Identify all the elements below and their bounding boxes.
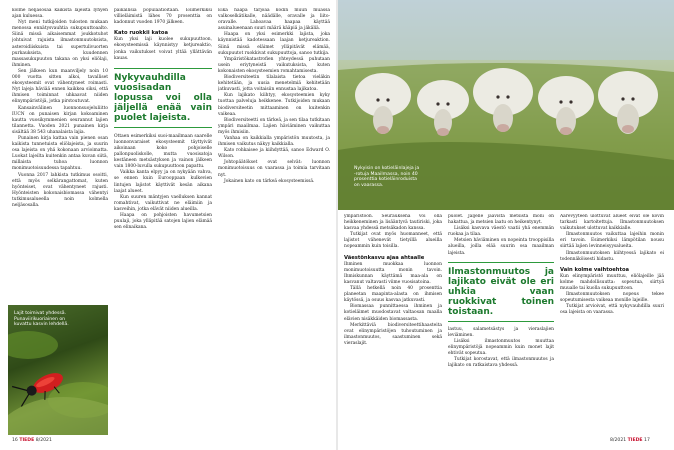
paragraph: Ihminen muokkaa luonnon monimuotoisuutta monin tavoin. Ihmiskunnan käyttämä maa-ala on kasvanut valtavasti viime vuosisatoina.	[344, 261, 442, 285]
right-footer	[610, 438, 650, 443]
paragraph: ympäristöön. Seurauksena voi olla heikkeneminen ja lisääntyvä tautiriski, joka kasvaa yhdessä metsäkadon kanssa.	[344, 214, 442, 232]
right-pull-quote: Ilmastonmuutos ja lajikato eivät ole eri uhkia vaan ruokkivat toinen toistaan.	[448, 266, 554, 317]
paragraph: Eikä haapa tarjoaa kodin muun muassa valkoselkätikalle, näädälle, oravalle ja liito-oravalle. Lahoavaa haapaa käyttää asuinalueenaan suuri määrä kääpiä ja jäkäliä.	[218, 8, 330, 32]
paragraph: paikallisia populaatioitaan. Esimerkiksi villieläimistä lähes 70 prosenttia on kadonnut vuoden 1970 jälkeen.	[114, 8, 212, 26]
right-col2-text-top	[448, 214, 554, 257]
paragraph: Äärevyyteen ulottuvat alueet eivät ole kovin tarkasti kartoitettuja. Ilmastonmuutoksen vaikutukset ulottuvat kaikkialle.	[560, 214, 664, 232]
beetle-caption: Lajit toimivat yhdessä. Punaviirikuoriainen on kuvattu kasvin lehdellä.	[14, 311, 69, 328]
right-pull-quote-box	[448, 262, 554, 322]
left-col3-text	[218, 8, 330, 185]
left-col2-text-bottom	[114, 134, 212, 232]
left-page-number: 16	[12, 438, 18, 443]
cattle-caption: Nykyisin on kotieläinlajeja ja -rotuja Maailmassa, noin 40 prosenttia kotieläinroduista on vaarassa.	[354, 166, 420, 188]
left-col2-text-mid	[114, 37, 212, 61]
paragraph: Vaikka kanta elpyy ja on nykyään vahva, se ennen kuin Eurooppaan kulkevien lintujen lajistot käyttivät kesän aikana laajat alueet.	[114, 170, 212, 194]
paragraph: Haapa on yksi esimerkki lajista, joka käynnistää kadotessaan laajan ketjureaktion. Siinä missä eläimet ylläpitävät elämää, sukupuutot ruokkivat sukupuuttoja, sanoo tutkija.	[218, 32, 330, 56]
paragraph: Kun elinympäristö muuttuu, eliölajeille jää kolme mahdollisuutta: sopeutua, siirtyä muualle tai kuolla sukupuuttoon.	[560, 273, 664, 292]
paragraph: Kato rohkaisee ja kiihdyttää, sanoo Edward O. Wilson.	[218, 148, 330, 160]
right-col2-text-bottom	[448, 327, 554, 370]
pull-quote-rule-bottom	[114, 127, 212, 128]
right-col1-text-bottom	[344, 262, 442, 347]
left-pull-quote-box	[114, 68, 212, 128]
right-column-1	[344, 214, 442, 438]
paragraph: lastuu, salametsästys ja vieraslajien leviäminen.	[448, 326, 554, 338]
right-magazine-name: TIEDE	[627, 438, 643, 443]
right-col1-text-top	[344, 214, 442, 251]
paragraph: Metsien häviäminen on nopeinta trooppisilla alueilla, joilla elää suurin osa maailman lajeista.	[448, 238, 554, 256]
paragraph: Kansainvälinen luonnonsuojeluliitto IUCN on punaisen kirjan kokoaminen kautta vuosikymmenien seurannut lajien tilannetta. Vuoden 2021 punainen kirja sisältää 38 543 uhanalaista lajia.	[12, 105, 108, 135]
section-heading-kato: Kato ruokkii katoa	[114, 30, 168, 37]
cattle-photo	[338, 0, 674, 210]
paragraph: Tutkijat ovat myös huomanneet, että lajistot vähenevät tietyillä alueilla nopeammin kuin toisilla.	[344, 232, 442, 250]
paragraph: Lisäksi ilmastonmuutos muuttaa elinympäristöjä nopeammin kuin monet lajit ehtivät sopeutua.	[448, 338, 554, 357]
right-col3-text-bottom	[560, 274, 664, 317]
right-column-2	[448, 214, 554, 438]
left-col2-text-top	[114, 8, 212, 26]
section-heading-vaestonkasvu: Väestönkasvu ajaa ahtaalle	[344, 254, 425, 261]
paragraph: Vuonna 2017 lahkista tutkimus osoitti, että myös selkärangattomat, kuten hyönteiset, ovat vähentyneet rajusti. Hyönteisten kokonaisbiomassa vähentyi tutkimusalueella noin kolmella neljäsosalla.	[12, 172, 108, 208]
left-footer	[12, 438, 52, 443]
left-issue: 8/2021	[35, 438, 52, 443]
left-column-3	[218, 8, 330, 438]
right-col3-text-top	[560, 214, 664, 263]
beetle-photo	[8, 305, 108, 435]
right-pull-quote-rule-bottom	[448, 321, 554, 322]
paragraph: Merkittäviä biodiversiteettihaasteita ovat elinympäristöjen tuhoutuminen ja ilmastonmuutos, saastuminen sekä vieraslajit.	[344, 322, 442, 346]
paragraph: Ottaen esimerkiksi suoi-maailmaan saarelle luonnonvaraiset ekosysteemit täyttyivät aikoinaan koko pohjoiselle pallonpuoliskolle, mutta vuosisatoja kestäneen metsästyksen ja vainon jälkeen vain 1800-luvulla sukupuuttoon papattu.	[114, 133, 212, 170]
paragraph: Biodiversiteetin tilalaista tietoa vieläkin kehitetään, ja uusia menetelmiä kehitetään jatkuvasti, jotta voitaisiin ennustaa lajikatoa.	[218, 75, 330, 93]
right-issue: 8/2021	[610, 438, 627, 443]
pull-quote-rule	[114, 68, 212, 69]
paragraph: Punainen kirja kattaa vain pienen osan kaikista tunnetuista eliölajeista, ja suurin osa lajeista on yhä kokonaan arvioimatta. Luokat lajeilta kuitenkin antaa kuvan siitä, millaista tuhoa luonnon monimuotoisuudessa tapahtuu.	[12, 135, 108, 172]
section-heading-vaihtoehdot: Vain kolme vaihtoehtoa	[560, 266, 630, 273]
paragraph: Biomassaa punnittaessa ihminen ja kotieläimet muodostavat valtaosan maalla elävien nisäkkäiden biomassasta.	[344, 304, 442, 322]
paragraph: Lisäksi kasvava väestö vaatii yhä enemmän ruokaa ja tilaa.	[448, 226, 554, 238]
paragraph: puolet. Jäljelle jäävistä metsistä moni on hakattua, ja metsien laatu on heikentynyt.	[448, 214, 554, 226]
left-column-1	[12, 8, 108, 308]
paragraph: Kun lajikato kiihtyy, ekosysteemien kyky tuottaa palveluja heikkenee. Tutkijoiden mukaan biodiversiteetin mittaaminen on kuitenkin vaikeaa.	[218, 93, 330, 117]
paragraph: Tutkijat arvioivat, että nykyvauhdilla suuri osa lajeista on vaarassa.	[560, 304, 664, 316]
paragraph: Nyt meni tutkijoiden tulosten mukaan menossa ennätysvauhtia sukupuuttoaalto. Siinä missä aikaisemmat joukkotuhot johtuivat rajuista ilmastonmuutoksista, asteroidiiskuista tai supertulivuorten purkauksista, kuudennen massasukupuuton takana on yksi eliölaji, ihminen.	[12, 20, 108, 68]
paragraph: Kun yksi laji kuolee sukupuuttoon, ekosysteemissä käynnistyy ketjureaktio, jonka vaikutukset voivat yltää yllättävän kauas.	[114, 37, 212, 61]
left-pull-quote: Nykyvauhdilla vuosisadan lopussa voi olla jäljellä enää vain puolet lajeista.	[114, 72, 212, 123]
paragraph: Ilmastonmuutos vaikuttaa lajeihin monin eri tavoin. Esimerkiksi lämpötilan nousu siirtää lajien levinneisyysalueita.	[560, 232, 664, 250]
left-col1-text	[12, 8, 108, 209]
paragraph: Johtopäätökset ovat selvät: luonnon monimuotoisuus on vaarassa ja toimia tarvitaan nyt.	[218, 160, 330, 178]
left-magazine-name: TIEDE	[19, 438, 35, 443]
paragraph: Ilmastonmuutoksen kiihtyessä lajikato ei todennäköisesti hidastu.	[560, 250, 664, 262]
paragraph: Jokainen kato on tärkeä ekosysteemissä.	[224, 178, 315, 184]
paragraph: kolme neljäsosaa kaikista lajeista lyhyen ajan kuluessa.	[12, 8, 108, 20]
left-column-2	[114, 8, 212, 438]
paragraph: Haapa on pohjoisten havumetsien puulaji, joka ylläpitää satojen lajien elämää sen elinaikana.	[114, 212, 212, 231]
right-page-number: 17	[644, 438, 650, 443]
paragraph: Sen jälkeen kun maanviljely noin 10 000 vuotta sitten alkoi, tavalliset ekosysteemit ovat vähentyneet roimasti. Nyt lajeja häviää ennen kaikkea siksi, että ihmisen toiminnat uhkaavat niiden elinympäristöjä, jotka pirstoutuvat.	[12, 68, 108, 105]
paragraph: Ilmastonmuutoksen nopeus tekee sopeutumisesta vaikeaa monille lajeille.	[560, 292, 664, 304]
paragraph: Vanhaa on kaikkialla ympäristön muutosta, ja ihmisen vaikutus näkyy kaikkialla.	[218, 135, 330, 148]
paragraph: Ympäristökatastrofien yhteydessä puhutaan usein eriytyneistä vaikutuksista, kuten kokonaisten ekosysteemien romahtamisesta.	[218, 56, 330, 74]
paragraph: Biodiversiteetti on tärkeä, ja sen tilaa tutkitaan ympäri maailmaa. Lajien häviäminen vaikuttaa myös ihmisiin.	[218, 117, 330, 135]
right-column-3	[560, 214, 664, 438]
paragraph: Tutkijat korostavat, että ilmastonmuutos ja lajikato on ratkaistava yhdessä.	[448, 357, 554, 369]
paragraph: Kun suuren mäntyjen vaelluksen kannat romahtivat, vaikuttivat ne eläimiin ja kasveihin, jotka elävät niiden alueilla.	[114, 194, 212, 212]
paragraph: Tällä hetkellä noin 40 prosenttia planeetan maapinta-alasta on ihmisen käytössä, ja osuus kasvaa jatkuvasti.	[344, 286, 442, 304]
right-pull-quote-rule	[448, 262, 554, 263]
